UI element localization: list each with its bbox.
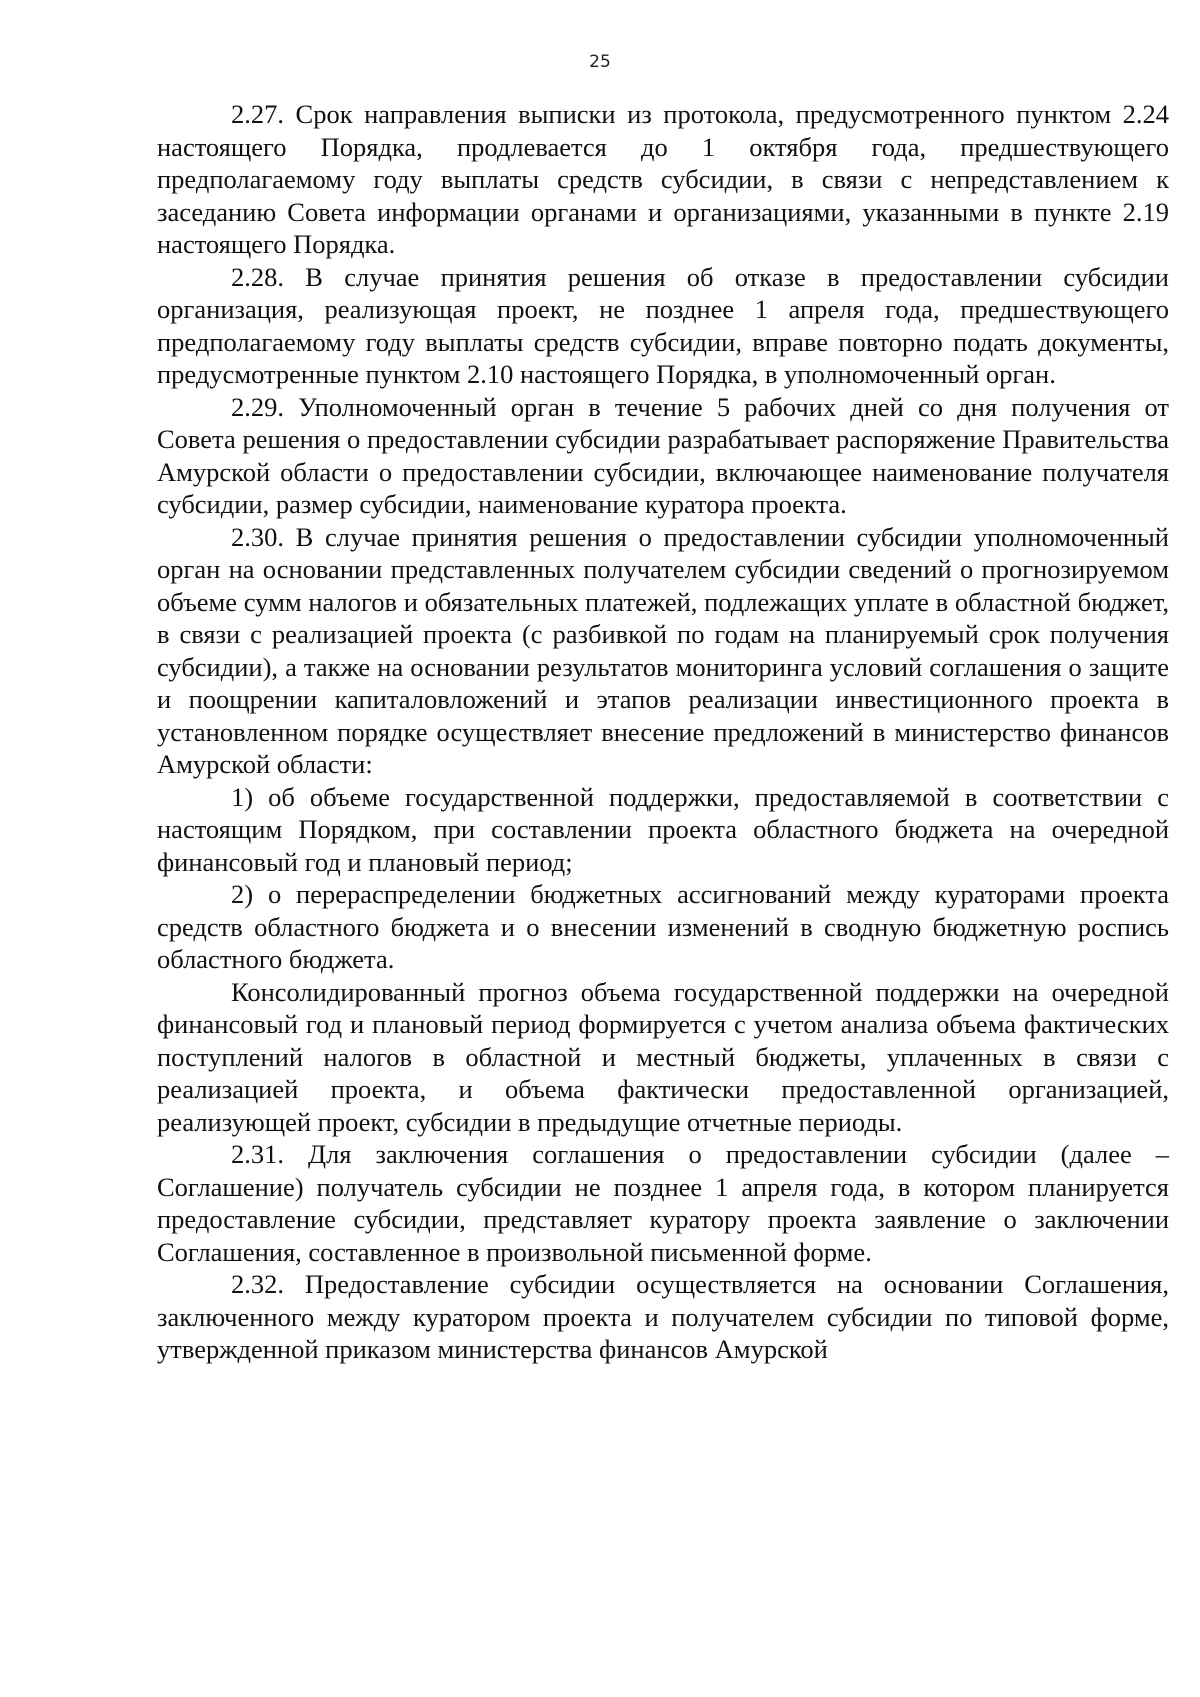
paragraph-2-32: 2.32. Предоставление субсидии осуществляется на основании Соглашения, заключенного между куратором проекта и получателем субсидии по типовой форме, утвержденной приказом министерства финансов Амурской xyxy=(157,1269,1169,1364)
list-item-2: 2) о перераспределении бюджетных ассигнований между кураторами проекта средств областного бюджета и о внесении изменений в сводную бюджетную роспись областного бюджета. xyxy=(157,879,1169,974)
document-body xyxy=(157,98,1169,1366)
paragraph-consolidated-forecast: Консолидированный прогноз объема государственной поддержки на очередной финансовый год и плановый период формируется с учетом анализа объема фактических поступлений налогов в областной и местный бюджеты, уплаченных в связи с реализацией проекта, и объема фактически предоставленной организацией, реализующей проект, субсидии в предыдущие отчетные периоды. xyxy=(157,976,1169,1137)
paragraph-2-31: 2.31. Для заключения соглашения о предоставлении субсидии (далее – Соглашение) получатель субсидии не позднее 1 апреля года, в котором планируется предоставление субсидии, представляет куратору проекта заявление о заключении Соглашения, составленное в произвольной письменной форме. xyxy=(157,1139,1169,1267)
list-item-1: 1) об объеме государственной поддержки, предоставляемой в соответствии с настоящим Порядком, при составлении проекта областного бюджета на очередной финансовый год и плановый период; xyxy=(157,781,1169,877)
page-number: 25 xyxy=(589,52,611,72)
paragraph-2-30: 2.30. В случае принятия решения о предоставлении субсидии уполномоченный орган на основании представленных получателем субсидии сведений о прогнозируемом объеме сумм налогов и обязательных платежей, подлежащих уплате в областной бюджет, в связи с реализацией проекта (с разбивкой по годам на планируемый срок получения субсидии), а также на основании результатов мониторинга условий соглашения о защите и поощрении капиталовложений и этапов реализации инвестиционного проекта в установленном порядке осуществляет внесение предложений в министерство финансов Амурской области: xyxy=(157,521,1169,779)
paragraph-2-29: 2.29. Уполномоченный орган в течение 5 рабочих дней со дня получения от Совета решения о предоставлении субсидии разрабатывает распоряжение Правительства Амурской области о предоставлении субсидии, включающее наименование получателя субсидии, размер субсидии, наименование куратора проекта. xyxy=(157,391,1169,519)
paragraph-2-27: 2.27. Срок направления выписки из протокола, предусмотренного пунктом 2.24 настоящего Порядка, продлевается до 1 октября года, предшествующего предполагаемому году выплаты средств субсидии, в связи с непредставлением к заседанию Совета информации органами и организациями, указанными в пункте 2.19 настоящего Порядка. xyxy=(157,99,1169,259)
paragraph-2-28: 2.28. В случае принятия решения об отказе в предоставлении субсидии организация, реализующая проект, не позднее 1 апреля года, предшествующего предполагаемому году выплаты средств субсидии, вправе повторно подать документы, предусмотренные пунктом 2.10 настоящего Порядка, в уполномоченный орган. xyxy=(157,261,1169,389)
